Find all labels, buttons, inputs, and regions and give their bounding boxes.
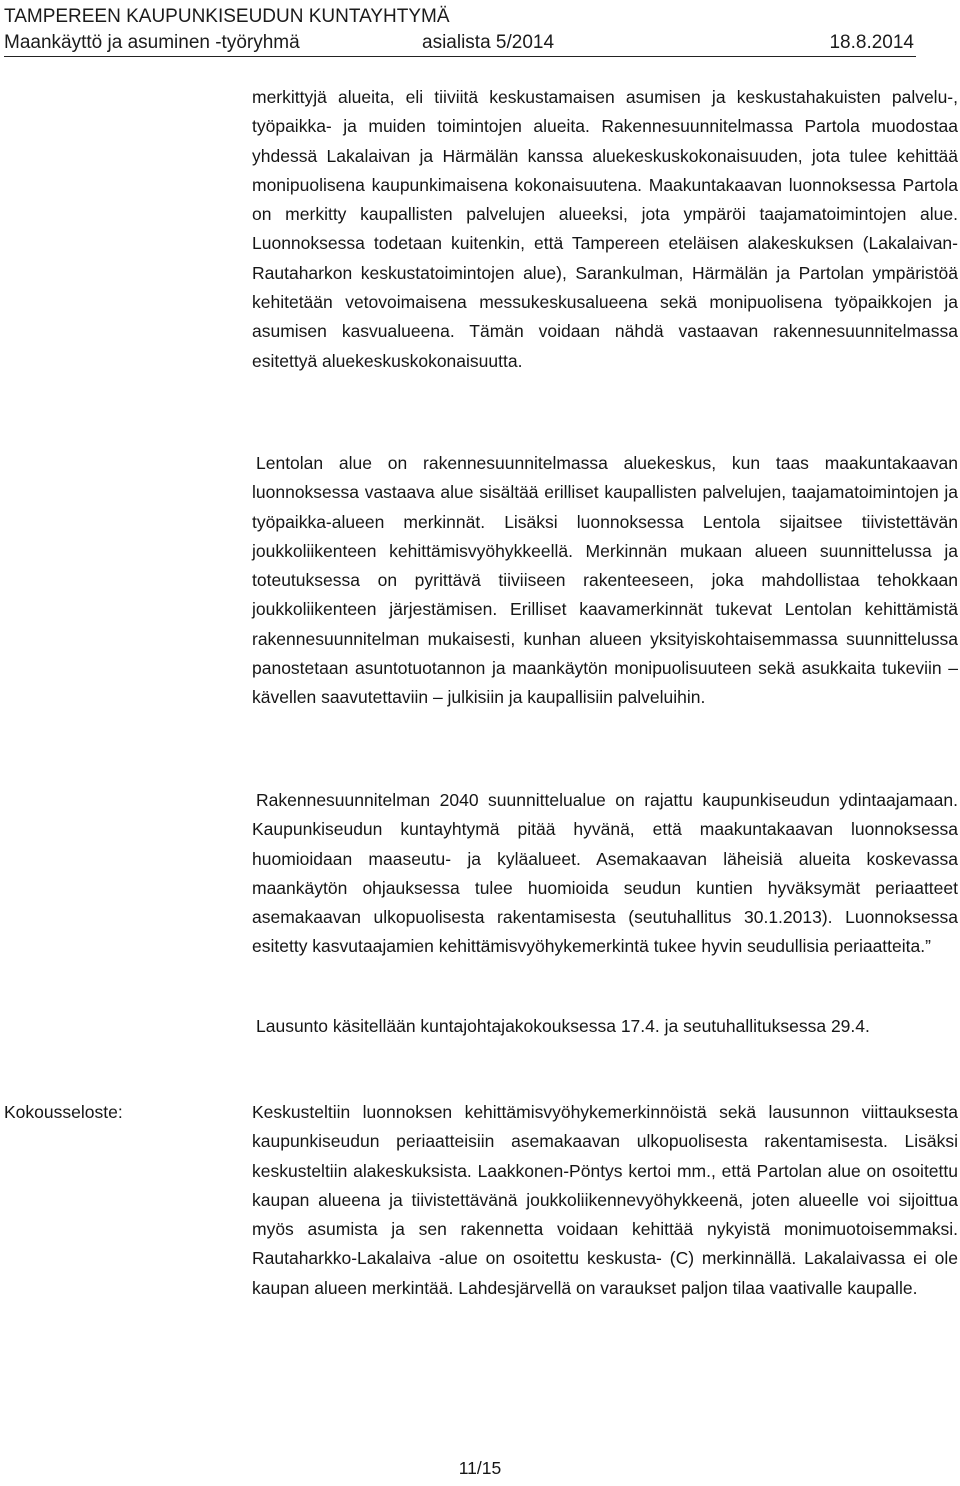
paragraph-partola [252,83,958,376]
paragraph-text: Lausunto käsitellään kuntajohtajakokouksessa 17.4. ja seutuhallituksessa 29.4. [256,1016,870,1036]
document-date: 18.8.2014 [829,32,914,53]
header-meta-row [4,30,916,57]
page-number: 11/15 [458,1458,502,1478]
paragraph-lentola [252,449,958,713]
paragraph-text: Rakennesuunnitelman 2040 suunnittelualue on rajattu kaupunkiseudun ydintaajamaan. Kaupunkiseudun kuntayhtymä pitää hyvänä, että maakuntakaavan luonnoksessa huomioidaan maaseutu- ja kyläalueet. Asemakaavan läheisiä alueita koskevassa maankäytön ohjauksessa tulee huomioida seudun kuntien hyväksymät periaatteet asemakaavan ulkopuolisesta rakentamisesta (seutuhallitus 30.1.2013). Luonnoksessa esitetty kasvutaajamien kehittämisvyöhykemerkintä tukee hyvin seudullisia periaatteita.” [252,790,958,957]
paragraph-text: Lentolan alue on rakennesuunnitelmassa aluekeskus, kun taas maakuntakaavan luonnoksessa vastaava alue sisältää erilliset kaupallisten palvelujen, taajamatoimintojen ja työpaikka-alueen merkinnät. Lisäksi luonnoksessa Lentola sijaitsee tiivistettävän joukkoliikenteen kehittämisvyöhykkeellä. Merkinnän mukaan alueen suunnittelussa ja toteutuksessa on pyrittävä tiiviiseen rakenteeseen, joka mahdollistaa tehokkaan joukkoliikenteen järjestämisen. Erilliset kaavamerkinnät tukevat Lentolan kehittämistä rakennesuunnitelman mukaisesti, kunhan alueen yksityiskohtaisemmassa suunnittelussa panostetaan asuntotuotannon ja maankäytön monipuolisuuteen sekä asukkaita tukeviin – kävellen saavutettaviin – julkisiin ja kaupallisiin palveluihin. [252,453,958,708]
meeting-notes-body [252,1098,958,1303]
working-group-name: Maankäyttö ja asuminen -työryhmä [4,32,300,53]
meeting-notes-text: Keskusteltiin luonnoksen kehittämisvyöhykemerkinnöistä sekä lausunnon viittauksesta kaupunkiseudun periaatteisiin asemakaavan ulkopuolisesta rakentamisesta. Lisäksi keskusteltiin alakeskuksista. Laakkonen-Pöntys kertoi mm., että Partolan alue on osoitettu kaupan alueena ja tiivistettävänä joukkoliikennevyöhykkeenä, joten alueelle voi sijoittua myös asumista ja sen rakennetta voidaan kehittää nykyistä monimuotoisemmaksi. Rautaharkko-Lakalaiva -alue on osoitettu keskusta- (C) merkinnällä. Lakalaivassa ei ole kaupan alueen merkintää. Lahdesjärvellä on varaukset paljon tilaa vaativalle kaupalle. [252,1102,958,1298]
paragraph-text: merkittyjä alueita, eli tiiviitä keskustamaisen asumisen ja keskustahakuisten palvelu-, työpaikka- ja muiden toimintojen alueita. Rakennesuunnitelmassa Partola muodostaa yhdessä Lakalaivan ja Härmälän kanssa aluekeskuskokonaisuuden, jota tulee kehittää monipuolisena kaupunkimaisena kokonaisuutena. Maakuntakaavan luonnoksessa Partola on merkitty kaupallisten palvelujen alueeksi, jota ympäröi taajamatoimintojen alue. Luonnoksessa todetaan kuitenkin, että Tampereen eteläisen alakeskuksen (Lakalaivan-Rautaharkon keskustatoimintojen alue), Sarankulman, Härmälän ja Partolan ympäristöä kehitetään vetovoimaisena messukeskusalueena sekä monipuolisena työpaikkojen ja asumisen kasvualueena. Tämän voidaan nähdä vastaavan rakennesuunnitelmassa esitettyä aluekeskuskokonaisuutta. [252,87,958,371]
paragraph-statement-processing [252,1012,958,1041]
page-header [4,4,916,57]
organization-name: TAMPEREEN KAUPUNKISEUDUN KUNTAYHTYMÄ [4,6,450,27]
paragraph-structure-plan [252,786,958,962]
meeting-notes-label: Kokousseloste: [4,1102,123,1122]
agenda-number: asialista 5/2014 [422,32,555,53]
